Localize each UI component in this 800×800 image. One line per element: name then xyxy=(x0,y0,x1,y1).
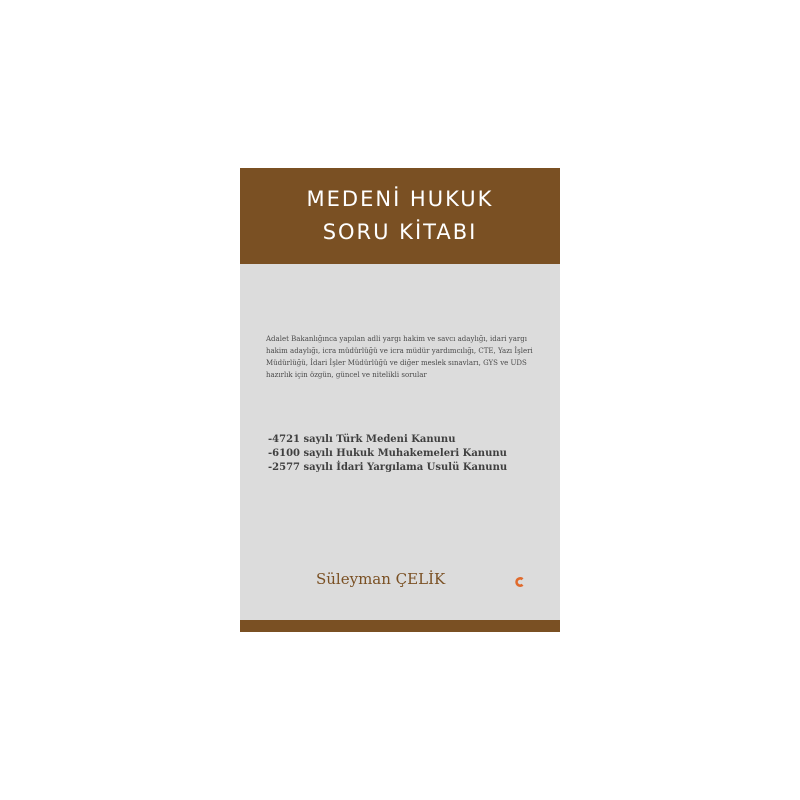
book-title-line-2: SORU KİTABI xyxy=(322,220,478,244)
law-list xyxy=(268,433,548,475)
book-cover xyxy=(240,168,560,632)
bottom-band xyxy=(240,620,560,632)
book-title-line-1: MEDENİ HUKUK xyxy=(306,187,494,211)
title-band xyxy=(240,168,560,264)
law-item: -6100 sayılı Hukuk Muhakemeleri Kanunu xyxy=(268,448,507,459)
law-item: -2577 sayılı İdari Yargılama Usulü Kanunu xyxy=(268,462,508,473)
law-item: -4721 sayılı Türk Medeni Kanunu xyxy=(268,434,456,445)
author-name: Süleyman ÇELİK xyxy=(316,570,446,588)
publisher-c-logo-icon xyxy=(514,576,526,588)
book-description: Adalet Bakanlığınca yapılan adli yargı hakim ve savcı adaylığı, idari yargı hakim adaylığı, icra müdürlüğü ve icra müdür yardımcılığı, CTE, Yazı İşleri Müdürlüğü, İdari İşler Müdürlüğü ve diğer meslek sınavları, GYS ve UDS hazırlık için özgün, güncel ve nitelikli sorular xyxy=(266,335,533,379)
